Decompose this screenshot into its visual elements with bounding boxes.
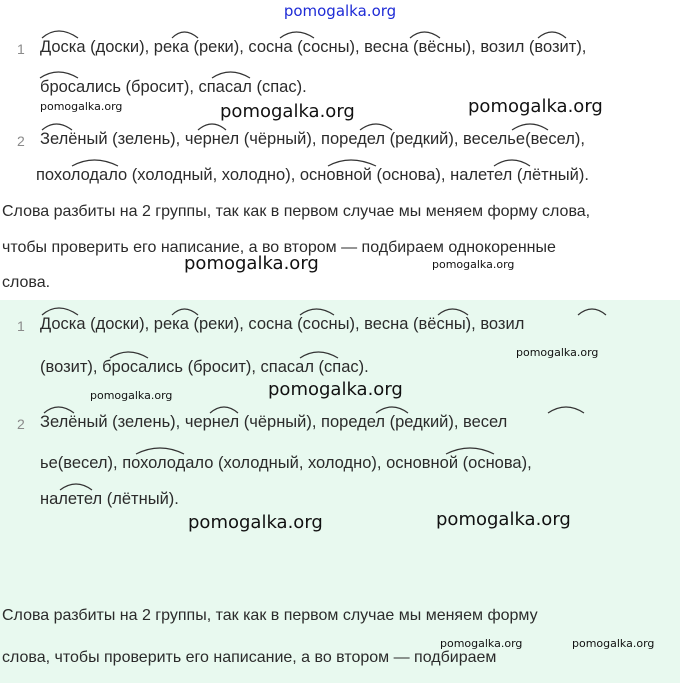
- watermark-text[interactable]: pomogalka.org: [440, 637, 523, 650]
- answer-line: (возит), бросались (бросит), спасал (спас).: [40, 358, 369, 376]
- answer-line: налетел (лётный).: [40, 490, 179, 508]
- answer-line: Зелёный (зелень), чернел (чёрный), поредел (редкий), весел: [40, 413, 508, 431]
- top-watermark[interactable]: pomogalka.org: [283, 2, 397, 20]
- answer-line: Зелёный (зелень), чернел (чёрный), поредел (редкий), веселье(весел),: [40, 130, 585, 148]
- item-number: 1: [17, 318, 25, 334]
- item-number: 2: [17, 416, 25, 432]
- answer-line: Доска (доски), река (реки), сосна (сосны), весна (вёсны), возил: [40, 315, 525, 333]
- answer-line: похолодало (холодный, холодно), основной (основа), налетел (лётный).: [36, 166, 589, 184]
- item-number: 1: [17, 41, 25, 57]
- watermark-text[interactable]: pomogalka.org: [184, 253, 319, 274]
- explanation-line: чтобы проверить его написание, а во втором — подбираем однокоренные: [2, 239, 556, 256]
- answer-line: бросались (бросит), спасал (спас).: [40, 78, 307, 96]
- watermark-text[interactable]: pomogalka.org: [188, 512, 323, 533]
- answer-line: Доска (доски), река (реки), сосна (сосны), весна (вёсны), возил (возит),: [40, 38, 587, 56]
- answer-line: ье(весел), похолодало (холодный, холодно), основной (основа),: [40, 454, 532, 472]
- explanation-line: слова.: [2, 274, 51, 291]
- watermark-text[interactable]: pomogalka.org: [220, 101, 355, 122]
- explanation-line: Слова разбиты на 2 группы, так как в первом случае мы меняем форму: [2, 607, 538, 624]
- watermark-text[interactable]: pomogalka.org: [432, 258, 515, 271]
- watermark-text[interactable]: pomogalka.org: [468, 96, 603, 117]
- watermark-text[interactable]: pomogalka.org: [40, 100, 123, 113]
- watermark-text[interactable]: pomogalka.org: [516, 346, 599, 359]
- explanation-line: слова, чтобы проверить его написание, а во втором — подбираем: [2, 649, 497, 666]
- watermark-text[interactable]: pomogalka.org: [90, 389, 173, 402]
- explanation-line: Слова разбиты на 2 группы, так как в первом случае мы меняем форму слова,: [2, 203, 591, 220]
- watermark-text[interactable]: pomogalka.org: [268, 379, 403, 400]
- item-number: 2: [17, 133, 25, 149]
- watermark-text[interactable]: pomogalka.org: [436, 509, 571, 530]
- watermark-text[interactable]: pomogalka.org: [572, 637, 655, 650]
